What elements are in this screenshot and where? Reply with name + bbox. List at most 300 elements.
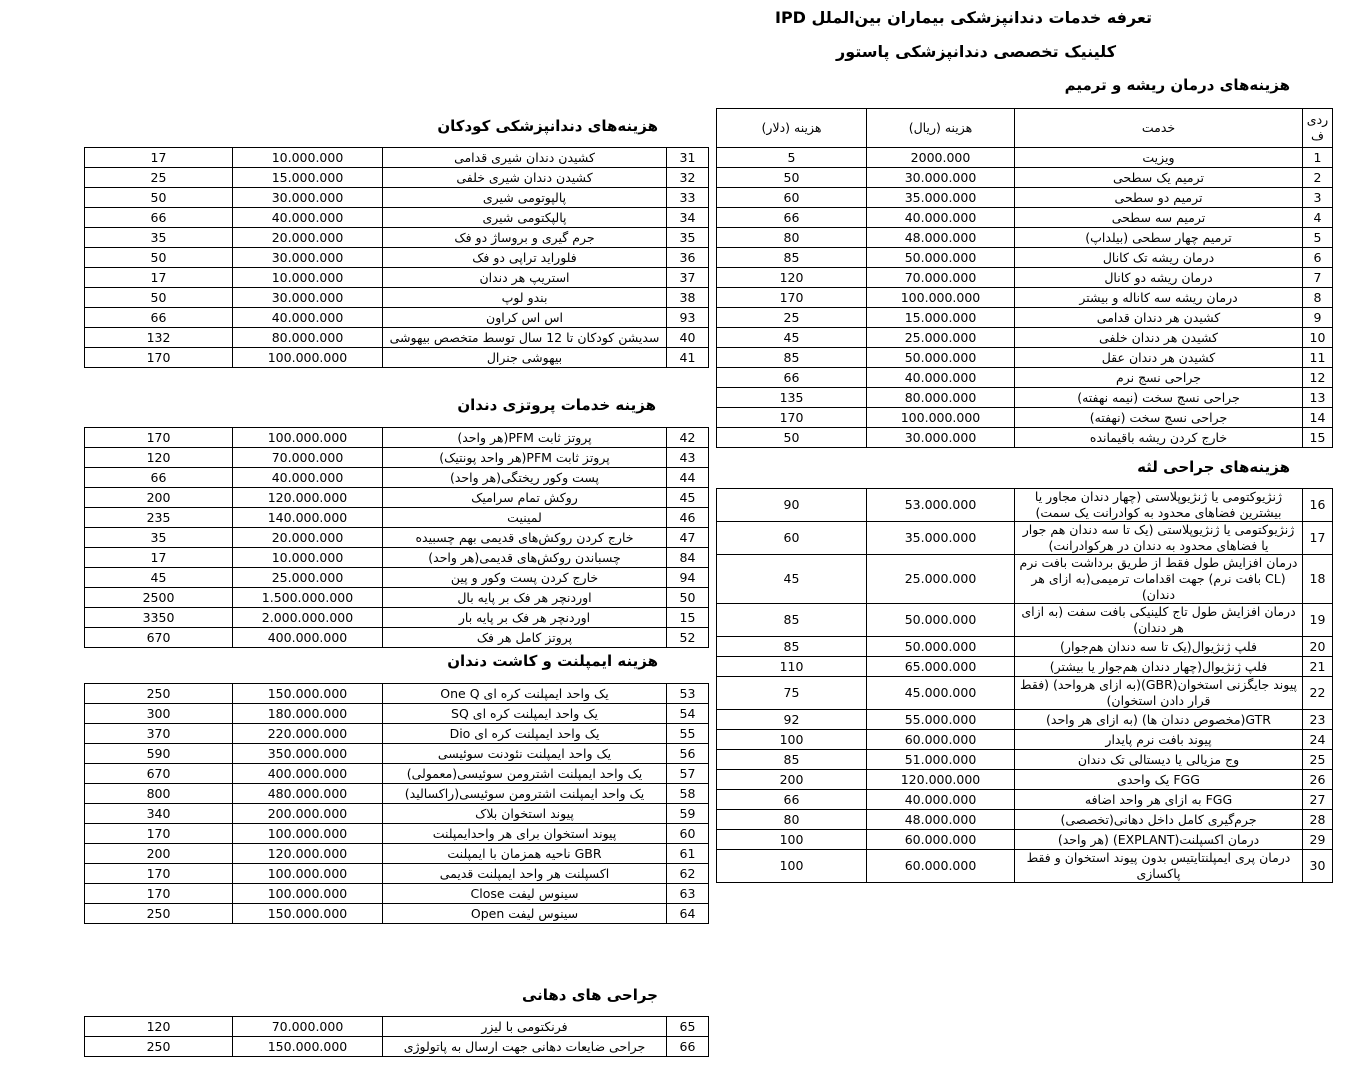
price-dollar: 170: [85, 824, 233, 844]
row-number: 61: [667, 844, 709, 864]
row-number: 25: [1303, 750, 1333, 770]
service-name: فرنکتومی با لیزر: [383, 1017, 667, 1037]
row-number: 19: [1303, 604, 1333, 637]
price-dollar: 85: [717, 248, 867, 268]
table-row: [717, 730, 1333, 750]
price-rial: 30.000.000: [233, 248, 383, 268]
section-oral-title: جراحی های دهانی: [521, 986, 658, 1004]
row-number: 15: [667, 608, 709, 628]
service-name: ترمیم سه سطحی: [1015, 208, 1303, 228]
table-row: [717, 750, 1333, 770]
table-row: [85, 288, 709, 308]
table-row: [717, 228, 1333, 248]
row-number: 31: [667, 148, 709, 168]
price-rial: 350.000.000: [233, 744, 383, 764]
price-rial: 30.000.000: [867, 428, 1015, 448]
implant-table: [84, 683, 709, 924]
price-rial: 10.000.000: [233, 548, 383, 568]
price-rial: 80.000.000: [233, 328, 383, 348]
price-dollar: 45: [85, 568, 233, 588]
price-dollar: 66: [85, 208, 233, 228]
table-row: [85, 704, 709, 724]
table-row: [85, 348, 709, 368]
service-name: خارج کردن روکش‌های قدیمی بهم چسبیده: [383, 528, 667, 548]
service-name: کشیدن هر دندان خلفی: [1015, 328, 1303, 348]
price-dollar: 2500: [85, 588, 233, 608]
price-rial: 200.000.000: [233, 804, 383, 824]
service-name: ترمیم دو سطحی: [1015, 188, 1303, 208]
price-dollar: 170: [717, 288, 867, 308]
row-number: 46: [667, 508, 709, 528]
row-number: 52: [667, 628, 709, 648]
service-name: درمان پری ایمپلنتایتیس بدون پیوند استخوان و فقط پاکسازی: [1015, 850, 1303, 883]
price-dollar: 370: [85, 724, 233, 744]
price-rial: 70.000.000: [867, 268, 1015, 288]
row-number: 53: [667, 684, 709, 704]
header-row-no: ردی ف: [1303, 109, 1333, 148]
price-dollar: 135: [717, 388, 867, 408]
gum-table: [716, 488, 1333, 883]
table-row: [85, 884, 709, 904]
service-name: سینوس لیفت Close: [383, 884, 667, 904]
price-dollar: 50: [717, 168, 867, 188]
root-gum-table: [716, 108, 1333, 448]
price-rial: 150.000.000: [233, 1037, 383, 1057]
price-dollar: 17: [85, 548, 233, 568]
service-name: جرم‌گیری کامل داخل دهانی(تخصصی): [1015, 810, 1303, 830]
service-name: درمان ریشه سه کاناله و بیشتر: [1015, 288, 1303, 308]
service-name: فلپ ژنژیوال(چهار دندان هم‌جوار یا بیشتر): [1015, 657, 1303, 677]
price-rial: 400.000.000: [233, 764, 383, 784]
row-number: 24: [1303, 730, 1333, 750]
row-number: 34: [667, 208, 709, 228]
price-dollar: 3350: [85, 608, 233, 628]
row-number: 4: [1303, 208, 1333, 228]
service-name: اوردنچر هر فک بر پایه بار: [383, 608, 667, 628]
price-rial: 50.000.000: [867, 637, 1015, 657]
header-rial: هزینه (ریال): [867, 109, 1015, 148]
row-number: 42: [667, 428, 709, 448]
service-name: سدیشن کودکان تا 12 سال توسط متخصص بیهوشی: [383, 328, 667, 348]
price-dollar: 50: [85, 248, 233, 268]
service-name: پیوند جایگزنی استخوان(GBR)(به ازای هرواحد) (فقط قرار دادن استخوان): [1015, 677, 1303, 710]
price-dollar: 670: [85, 764, 233, 784]
price-rial: 2000.000: [867, 148, 1015, 168]
service-name: ویزیت: [1015, 148, 1303, 168]
row-number: 58: [667, 784, 709, 804]
service-name: روکش تمام سرامیک: [383, 488, 667, 508]
service-name: بندو لوپ: [383, 288, 667, 308]
table-row: [717, 348, 1333, 368]
row-number: 47: [667, 528, 709, 548]
table-row: [85, 1017, 709, 1037]
price-rial: 30.000.000: [233, 188, 383, 208]
price-dollar: 45: [717, 328, 867, 348]
service-name: فلوراید تراپی دو فک: [383, 248, 667, 268]
row-number: 26: [1303, 770, 1333, 790]
row-number: 45: [667, 488, 709, 508]
row-number: 63: [667, 884, 709, 904]
row-number: 18: [1303, 555, 1333, 604]
price-dollar: 85: [717, 637, 867, 657]
price-rial: 15.000.000: [233, 168, 383, 188]
price-rial: 1.500.000.000: [233, 588, 383, 608]
price-dollar: 5: [717, 148, 867, 168]
row-number: 21: [1303, 657, 1333, 677]
service-name: پروتز ثابت PFM(هر واحد): [383, 428, 667, 448]
service-name: یک واحد ایمپلنت کره ای One Q: [383, 684, 667, 704]
service-name: درمان اکسپلنت(EXPLANT) (هر واحد): [1015, 830, 1303, 850]
table-row: [85, 724, 709, 744]
price-dollar: 66: [717, 368, 867, 388]
row-number: 55: [667, 724, 709, 744]
row-number: 20: [1303, 637, 1333, 657]
price-dollar: 120: [85, 1017, 233, 1037]
row-number: 33: [667, 188, 709, 208]
row-number: 54: [667, 704, 709, 724]
service-name: جراحی نسج سخت (نهفته): [1015, 408, 1303, 428]
row-number: 37: [667, 268, 709, 288]
price-dollar: 170: [85, 428, 233, 448]
section-prosthesis-title: هزینه خدمات پروتزی دندان: [457, 396, 656, 414]
row-number: 7: [1303, 268, 1333, 288]
price-rial: 25.000.000: [233, 568, 383, 588]
price-dollar: 200: [717, 770, 867, 790]
service-name: اس اس کراون: [383, 308, 667, 328]
header-service: خدمت: [1015, 109, 1303, 148]
section-implant-title: هزینه ایمپلنت و کاشت دندان: [447, 652, 658, 670]
price-dollar: 50: [717, 428, 867, 448]
service-name: FGG یک واحدی: [1015, 770, 1303, 790]
table-row: [85, 804, 709, 824]
price-rial: 65.000.000: [867, 657, 1015, 677]
service-name: کشیدن دندان شیری قدامی: [383, 148, 667, 168]
row-number: 1: [1303, 148, 1333, 168]
kids-table: [84, 147, 709, 368]
row-number: 94: [667, 568, 709, 588]
price-rial: 220.000.000: [233, 724, 383, 744]
table-row: [85, 248, 709, 268]
table-row: [85, 268, 709, 288]
table-row: [85, 904, 709, 924]
price-rial: 100.000.000: [233, 348, 383, 368]
row-number: 6: [1303, 248, 1333, 268]
table-row: [717, 657, 1333, 677]
service-name: یک واحد ایمپلنت کره ای Dio: [383, 724, 667, 744]
service-name: یک واحد ایمپلنت اشترومن سوئیسی(راکسالید): [383, 784, 667, 804]
price-dollar: 17: [85, 148, 233, 168]
table-row: [85, 428, 709, 448]
price-rial: 70.000.000: [233, 1017, 383, 1037]
price-dollar: 120: [85, 448, 233, 468]
price-dollar: 120: [717, 268, 867, 288]
table-row: [717, 208, 1333, 228]
table-row: [85, 308, 709, 328]
price-rial: 400.000.000: [233, 628, 383, 648]
price-dollar: 200: [85, 488, 233, 508]
row-number: 56: [667, 744, 709, 764]
price-rial: 150.000.000: [233, 684, 383, 704]
table-row: [85, 228, 709, 248]
service-name: درمان افزایش طول فقط از طریق برداشت بافت نرم (CL بافت نرم) جهت اقدامات ترمیمی(به ازای هر دندان): [1015, 555, 1303, 604]
page-subtitle: کلینیک تخصصی دندانپزشکی پاستور: [836, 42, 1116, 61]
table-row: [85, 764, 709, 784]
price-rial: 50.000.000: [867, 248, 1015, 268]
table-row: [717, 288, 1333, 308]
row-number: 40: [667, 328, 709, 348]
price-dollar: 170: [717, 408, 867, 428]
price-dollar: 110: [717, 657, 867, 677]
service-name: جراحی نسج نرم: [1015, 368, 1303, 388]
service-name: کشیدن هر دندان قدامی: [1015, 308, 1303, 328]
row-number: 36: [667, 248, 709, 268]
table-row: [85, 824, 709, 844]
price-rial: 100.000.000: [233, 884, 383, 904]
service-name: درمان ریشه دو کانال: [1015, 268, 1303, 288]
table-row: [85, 188, 709, 208]
table-row: [85, 328, 709, 348]
table-row: [85, 528, 709, 548]
row-number: 22: [1303, 677, 1333, 710]
table-row: [717, 489, 1333, 522]
table-row: [717, 770, 1333, 790]
table-row: [85, 468, 709, 488]
price-dollar: 85: [717, 348, 867, 368]
service-name: FGG به ازای هر واحد اضافه: [1015, 790, 1303, 810]
row-number: 15: [1303, 428, 1333, 448]
table-row: [85, 488, 709, 508]
price-rial: 20.000.000: [233, 528, 383, 548]
price-dollar: 60: [717, 522, 867, 555]
price-dollar: 80: [717, 228, 867, 248]
service-name: خارج کردن ریشه باقیمانده: [1015, 428, 1303, 448]
service-name: استریپ هر دندان: [383, 268, 667, 288]
service-name: درمان ریشه تک کانال: [1015, 248, 1303, 268]
price-rial: 140.000.000: [233, 508, 383, 528]
price-rial: 100.000.000: [233, 824, 383, 844]
table-row: [85, 548, 709, 568]
service-name: اکسپلنت هر واحد ایمپلنت قدیمی: [383, 864, 667, 884]
row-number: 27: [1303, 790, 1333, 810]
price-rial: 55.000.000: [867, 710, 1015, 730]
price-dollar: 90: [717, 489, 867, 522]
row-number: 12: [1303, 368, 1333, 388]
price-rial: 60.000.000: [867, 730, 1015, 750]
price-dollar: 170: [85, 884, 233, 904]
row-number: 65: [667, 1017, 709, 1037]
row-number: 29: [1303, 830, 1333, 850]
row-number: 14: [1303, 408, 1333, 428]
service-name: ترمیم یک سطحی: [1015, 168, 1303, 188]
price-rial: 10.000.000: [233, 268, 383, 288]
table-row: [717, 522, 1333, 555]
row-number: 28: [1303, 810, 1333, 830]
price-rial: 25.000.000: [867, 555, 1015, 604]
service-name: خارج کردن پست وکور و پین: [383, 568, 667, 588]
table-row: [85, 608, 709, 628]
price-rial: 80.000.000: [867, 388, 1015, 408]
table-row: [717, 677, 1333, 710]
table-row: [85, 684, 709, 704]
price-dollar: 80: [717, 810, 867, 830]
prosthesis-table: [84, 427, 709, 648]
price-dollar: 200: [85, 844, 233, 864]
price-dollar: 50: [85, 288, 233, 308]
price-rial: 100.000.000: [867, 288, 1015, 308]
price-rial: 35.000.000: [867, 188, 1015, 208]
row-number: 5: [1303, 228, 1333, 248]
table-row: [717, 604, 1333, 637]
price-rial: 40.000.000: [867, 368, 1015, 388]
row-number: 93: [667, 308, 709, 328]
price-rial: 25.000.000: [867, 328, 1015, 348]
section-gum-title: هزینه‌های جراحی لثه: [1137, 458, 1290, 476]
price-dollar: 66: [85, 308, 233, 328]
table-row: [717, 830, 1333, 850]
price-rial: 180.000.000: [233, 704, 383, 724]
table-row: [85, 1037, 709, 1057]
service-name: یک واحد ایمپلنت کره ای SQ: [383, 704, 667, 724]
section-root-title: هزینه‌های درمان ریشه و ترمیم: [1064, 76, 1290, 94]
table-row: [85, 844, 709, 864]
price-rial: 40.000.000: [233, 308, 383, 328]
price-rial: 120.000.000: [867, 770, 1015, 790]
row-number: 60: [667, 824, 709, 844]
service-name: پالپوتومی شیری: [383, 188, 667, 208]
price-dollar: 66: [717, 790, 867, 810]
service-name: یک واحد ایمپلنت اشترومن سوئیسی(معمولی): [383, 764, 667, 784]
service-name: بیهوشی جنرال: [383, 348, 667, 368]
price-dollar: 100: [717, 830, 867, 850]
price-rial: 50.000.000: [867, 348, 1015, 368]
price-dollar: 100: [717, 850, 867, 883]
price-rial: 30.000.000: [233, 288, 383, 308]
row-number: 9: [1303, 308, 1333, 328]
service-name: ژنژیوکتومی یا ژنژیوپلاستی (چهار دندان مجاور یا بیشترین فضاهای محدود به کوادرانت یک سمت): [1015, 489, 1303, 522]
row-number: 3: [1303, 188, 1333, 208]
price-dollar: 250: [85, 904, 233, 924]
row-number: 30: [1303, 850, 1333, 883]
price-rial: 40.000.000: [233, 468, 383, 488]
service-name: جرم گیری و بروساژ دو فک: [383, 228, 667, 248]
price-dollar: 92: [717, 710, 867, 730]
table-row: [85, 744, 709, 764]
table-row: [85, 208, 709, 228]
service-name: پالپکتومی شیری: [383, 208, 667, 228]
price-rial: 45.000.000: [867, 677, 1015, 710]
service-name: پیوند بافت نرم پایدار: [1015, 730, 1303, 750]
row-number: 38: [667, 288, 709, 308]
table-row: [717, 188, 1333, 208]
table-row: [85, 508, 709, 528]
price-dollar: 170: [85, 348, 233, 368]
table-row: [717, 168, 1333, 188]
service-name: اوردنچر هر فک بر پایه بال: [383, 588, 667, 608]
price-dollar: 340: [85, 804, 233, 824]
price-rial: 53.000.000: [867, 489, 1015, 522]
price-rial: 60.000.000: [867, 830, 1015, 850]
price-dollar: 66: [85, 468, 233, 488]
row-number: 57: [667, 764, 709, 784]
price-dollar: 590: [85, 744, 233, 764]
service-name: درمان افزایش طول تاج کلینیکی بافت سفت (به ازای هر دندان): [1015, 604, 1303, 637]
row-number: 59: [667, 804, 709, 824]
price-dollar: 25: [85, 168, 233, 188]
service-name: ژنژیوکتومی یا ژنژیوپلاستی (یک تا سه دندان هم جوار یا فضاهای محدود به دندان در هرکوادرانت): [1015, 522, 1303, 555]
service-name: پیوند استخوان بلاک: [383, 804, 667, 824]
service-name: GBR ناحیه همزمان با ایمپلنت: [383, 844, 667, 864]
price-rial: 40.000.000: [867, 208, 1015, 228]
row-number: 13: [1303, 388, 1333, 408]
table-row: [85, 148, 709, 168]
price-rial: 10.000.000: [233, 148, 383, 168]
table-row: [85, 588, 709, 608]
price-rial: 40.000.000: [867, 790, 1015, 810]
price-rial: 60.000.000: [867, 850, 1015, 883]
service-name: GTR(مخصوص دندان ها) (به ازای هر واحد): [1015, 710, 1303, 730]
table-row: [85, 784, 709, 804]
row-number: 17: [1303, 522, 1333, 555]
price-dollar: 66: [717, 208, 867, 228]
table-row: [85, 628, 709, 648]
section-kids-title: هزینه‌های دندانپزشکی کودکان: [437, 117, 658, 135]
row-number: 41: [667, 348, 709, 368]
service-name: پست وکور ریختگی(هر واحد): [383, 468, 667, 488]
price-rial: 480.000.000: [233, 784, 383, 804]
price-dollar: 75: [717, 677, 867, 710]
table-row: [717, 248, 1333, 268]
price-dollar: 250: [85, 1037, 233, 1057]
price-rial: 15.000.000: [867, 308, 1015, 328]
service-name: کشیدن دندان شیری خلفی: [383, 168, 667, 188]
price-dollar: 100: [717, 730, 867, 750]
row-number: 11: [1303, 348, 1333, 368]
table-row: [717, 428, 1333, 448]
table-row: [717, 850, 1333, 883]
price-dollar: 25: [717, 308, 867, 328]
price-dollar: 60: [717, 188, 867, 208]
table-row: [717, 810, 1333, 830]
table-row: [85, 568, 709, 588]
service-name: فلپ ژنژیوال(یک تا سه دندان هم‌جوار): [1015, 637, 1303, 657]
service-name: پروتز ثابت PFM(هر واحد پونتیک): [383, 448, 667, 468]
price-dollar: 250: [85, 684, 233, 704]
price-rial: 48.000.000: [867, 810, 1015, 830]
price-rial: 100.000.000: [233, 864, 383, 884]
price-dollar: 17: [85, 268, 233, 288]
row-number: 66: [667, 1037, 709, 1057]
price-rial: 150.000.000: [233, 904, 383, 924]
price-dollar: 800: [85, 784, 233, 804]
price-dollar: 235: [85, 508, 233, 528]
row-number: 16: [1303, 489, 1333, 522]
row-number: 10: [1303, 328, 1333, 348]
table-row: [717, 368, 1333, 388]
row-number: 44: [667, 468, 709, 488]
service-name: پیوند استخوان برای هر واحدایمپلنت: [383, 824, 667, 844]
row-number: 23: [1303, 710, 1333, 730]
table-row: [717, 637, 1333, 657]
table-row: [717, 555, 1333, 604]
service-name: پروتز کامل هر فک: [383, 628, 667, 648]
row-number: 35: [667, 228, 709, 248]
price-rial: 30.000.000: [867, 168, 1015, 188]
table-row: [717, 388, 1333, 408]
table-row: [717, 408, 1333, 428]
row-number: 50: [667, 588, 709, 608]
price-dollar: 85: [717, 604, 867, 637]
page-title: تعرفه خدمات دندانپزشکی بیماران بین‌الملل IPD: [774, 8, 1152, 27]
